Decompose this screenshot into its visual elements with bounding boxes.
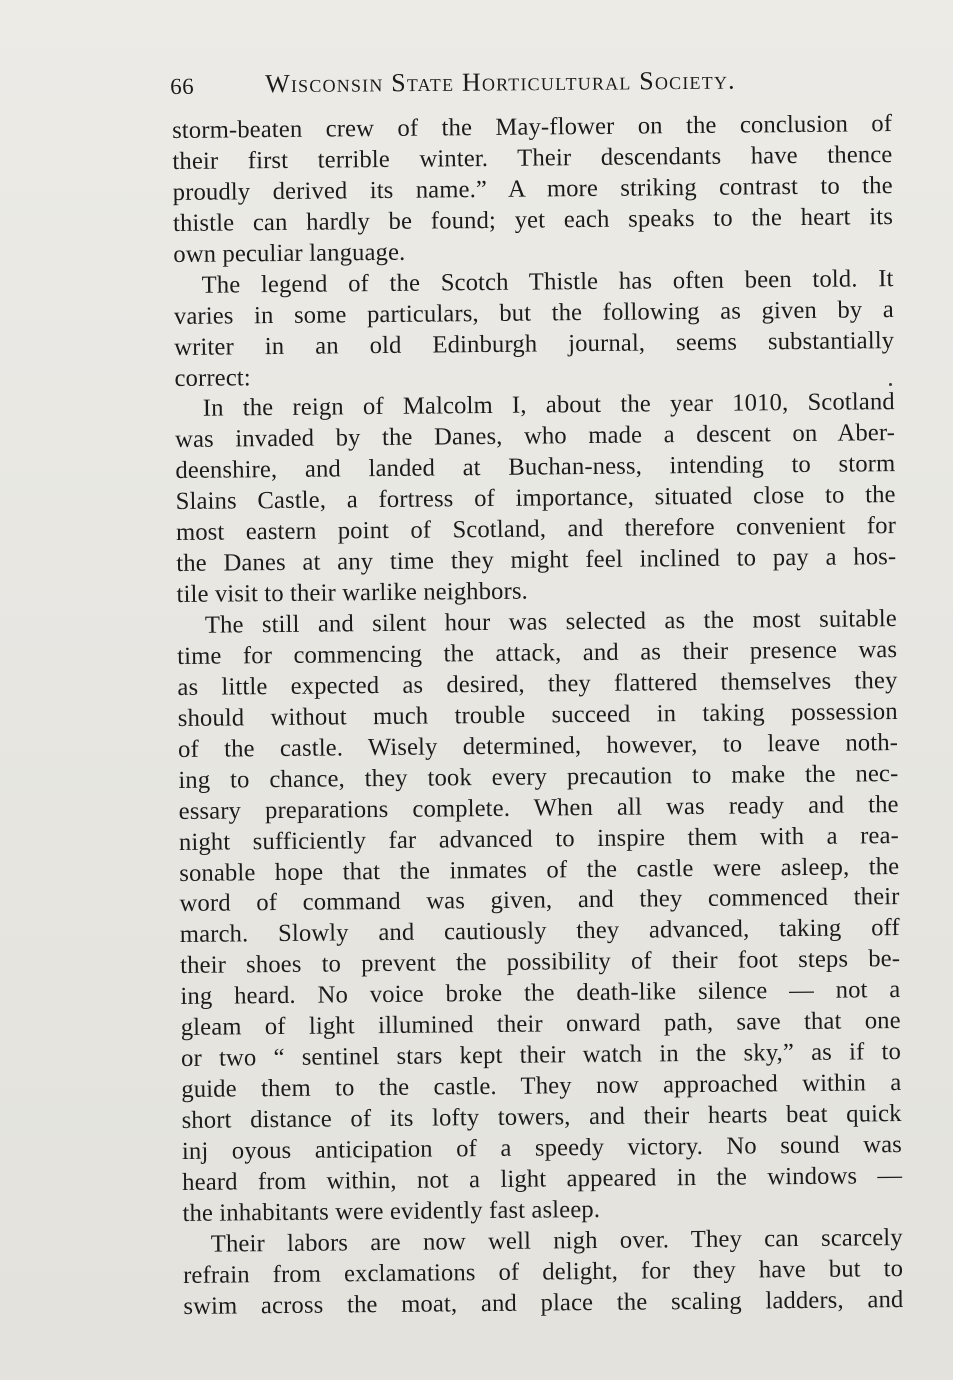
text-line: proudly derived its name.” A more striking contrast to the: [172, 171, 893, 206]
text-line: Slains Castle, a fortress of importance, situated close to the: [175, 481, 896, 516]
text-line: the Danes at any time they might feel inclined to pay a hos-: [176, 543, 897, 578]
text-line: ing to chance, they took every precaution to make the nec-: [178, 759, 899, 794]
text-line: essary preparations complete. When all was ready and the: [178, 790, 899, 825]
text-line: thistle can hardly be found; yet each speaks to the heart its: [172, 202, 894, 237]
text-line: their shoes to prevent the possibility of their foot steps be-: [180, 945, 901, 980]
text-line: swim across the moat, and place the scaling ladders, and: [183, 1285, 904, 1320]
text-line: heard from within, not a light appeared in the windows —: [182, 1161, 903, 1196]
text-line: correct:: [174, 363, 251, 392]
text-line: In the reign of Malcolm I, about the year 1010, Scotland: [202, 388, 895, 423]
text-line: deenshire, and landed at Buchan-ness, intending to storm: [175, 450, 896, 485]
text-line: should without much trouble succeed in taking possession: [177, 697, 898, 732]
text-line: Their labors are now well nigh over. They can scarcely: [210, 1223, 903, 1258]
text-line: gleam of light illumined their onward path, save that one: [180, 1007, 901, 1042]
text-line: most eastern point of Scotland, and therefore convenient for: [175, 512, 897, 547]
text-line: storm-beaten crew of the May-flower on the conclusion of: [172, 110, 893, 144]
text-line: ing heard. No voice broke the death-like silence — not a: [180, 976, 901, 1011]
text-line: of the castle. Wisely determined, however, to leave noth-: [177, 728, 899, 763]
text-line: inj oyous anticipation of a speedy victory. No sound was: [181, 1130, 903, 1165]
text-line: or two “ sentinel stars kept their watch in the sky,” as if to: [180, 1038, 902, 1073]
text-line: night sufficiently far advanced to inspire them with a rea-: [178, 821, 900, 856]
text-line: time for commencing the attack, and as their presence was: [177, 636, 898, 670]
text-line: writer in an old Edinburgh journal, seems substantially: [174, 326, 895, 361]
text-line: refrain from exclamations of delight, for they have but to: [182, 1254, 904, 1289]
running-head: [170, 59, 810, 104]
text-line: word of command was given, and they commenced their: [179, 883, 900, 918]
text-line: tile visit to their warlike neighbors.: [176, 577, 529, 609]
text-line: own peculiar language.: [173, 238, 406, 268]
body-text: [172, 109, 904, 1322]
text-line: sonable hope that the inmates of the castle were asleep, the: [179, 852, 900, 887]
journal-title: Wisconsin State Horticultural Society.: [265, 65, 736, 99]
text-line: short distance of its lofty towers, and their hearts beat quick: [181, 1100, 902, 1134]
text-line: The legend of the Scotch Thistle has often been told. It: [201, 264, 894, 299]
text-line: march. Slowly and cautiously they advanced, taking off: [179, 914, 900, 949]
print-speck: [889, 383, 892, 386]
text-line: the inhabitants were evidently fast asleep.: [182, 1195, 601, 1227]
text-line: was invaded by the Danes, who made a descent on Aber-: [174, 419, 896, 454]
text-line: The still and silent hour was selected as the most suitable: [204, 605, 897, 639]
text-line: guide them to the castle. They now approached within a: [181, 1069, 902, 1104]
text-line: their first terrible winter. Their descendants have thence: [172, 141, 893, 175]
page-number: 66: [170, 73, 195, 99]
text-line: as little expected as desired, they flattered themselves they: [177, 666, 898, 701]
text-line: varies in some particulars, but the following as given by a: [173, 295, 895, 330]
